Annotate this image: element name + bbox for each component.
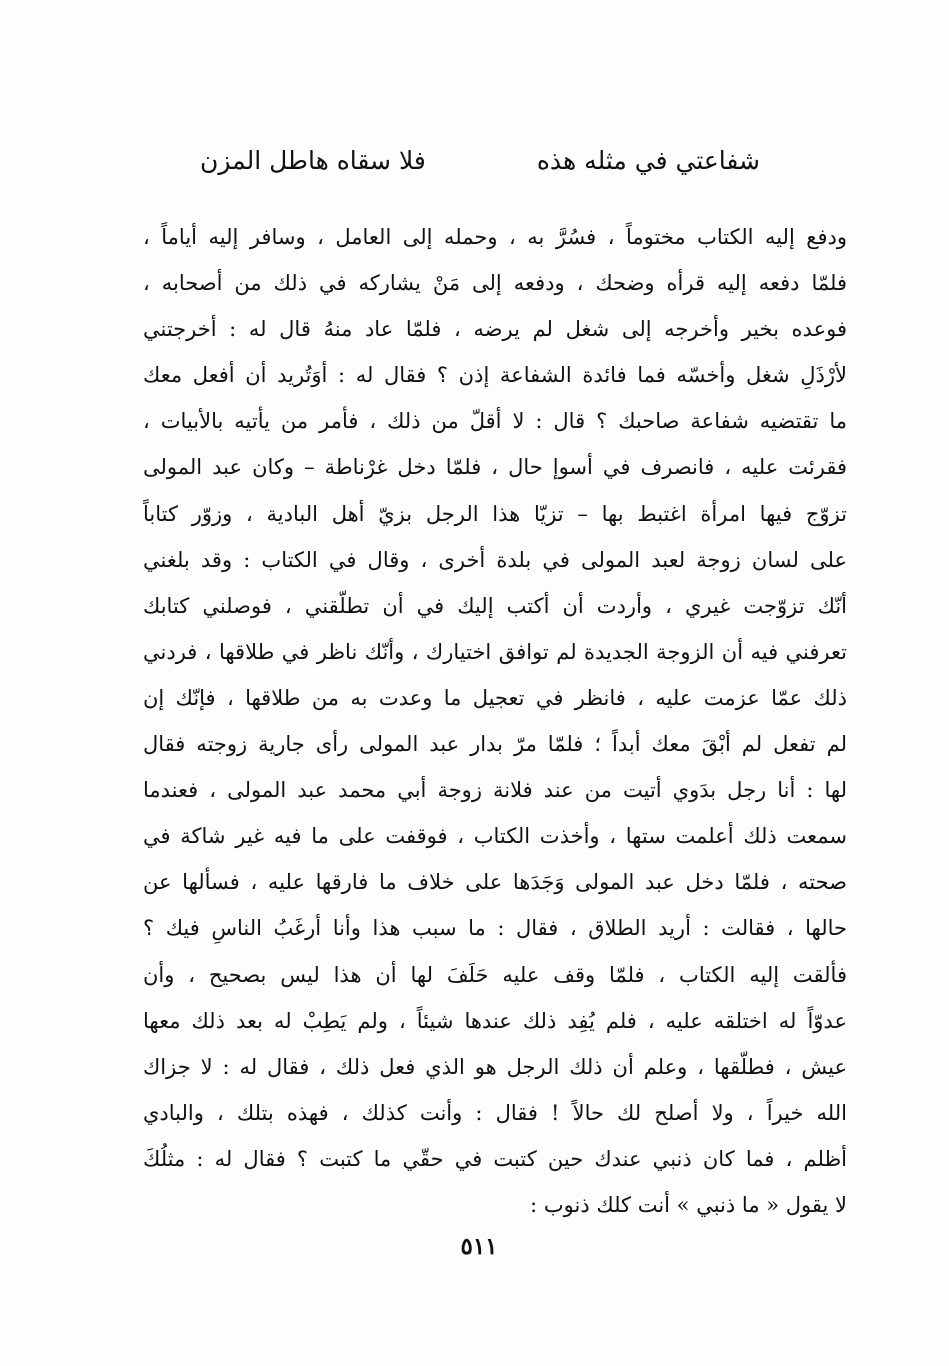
prose-line: ما تقتضيه شفاعة صاحبك ؟ قال : لا أقلّ من ذلك ، فأمر من يأتيه بالأبيات ،	[143, 409, 847, 434]
prose-line: تعرفني فيه أن الزوجة الجديدة لم توافق اختيارك ، وأنّك ناظر في طلاقها ، فردني	[143, 639, 847, 664]
verse-first-hemistich: شفاعتي في مثله هذه	[536, 145, 760, 175]
prose-line: لأرْذَلِ شغل وأخسّه فما فائدة الشفاعة إذن ؟ فقال له : أوَتُريد أن أفعل معك	[143, 363, 847, 388]
prose-line: فوعده بخير وأخرجه إلى شغل لم يرضه ، فلمّا عاد منهُ قال له : أخرجتني	[143, 317, 847, 342]
prose-line: تزوّج فيها امرأة اغتبط بها – تزيّا هذا الرجل بزيّ أهل البادية ، وزوّر كتاباً	[143, 501, 847, 526]
prose-paragraph	[143, 214, 847, 1228]
prose-line-last: لا يقول « ما ذنبي » أنت كلك ذنوب :	[530, 1192, 847, 1217]
prose-line: عيش ، فطلّقها ، وعلم أن ذلك الرجل هو الذي فعل ذلك ، فقال له : لا جزاك	[143, 1054, 847, 1079]
prose-line: صحته ، فلمّا دخل عبد المولى وَجَدَها على خلاف ما فارقها عليه ، فسألها عن	[143, 870, 847, 895]
prose-line: حالها ، فقالت : أريد الطلاق ، فقال : ما سبب هذا وأنا أرغَبُ الناسِ فيك ؟	[143, 916, 847, 941]
prose-line: على لسان زوجة لعبد المولى في بلدة أخرى ، وقال في الكتاب : وقد بلغني	[143, 547, 847, 572]
prose-line: الله خيراً ، ولا أصلح لك حالاً ! فقال : وأنت كذلك ، فهذه بتلك ، والبادي	[143, 1100, 847, 1125]
prose-line: فألقت إليه الكتاب ، فلمّا وقف عليه حَلَفَ لها أن هذا ليس بصحيح ، وأن	[143, 962, 847, 987]
prose-line: فلمّا دفعه إليه قرأه وضحك ، ودفعه إلى مَنْ يشاركه في ذلك من أصحابه ،	[143, 271, 847, 296]
prose-line: لها : أنا رجل بدَوي أتيت من عند فلانة زوجة أبي محمد عبد المولى ، فعندما	[143, 778, 847, 803]
verse-second-hemistich: فلا سقاه هاطل المزن	[200, 145, 426, 175]
prose-line: ذلك عمّا عزمت عليه ، فانظر في تعجيل ما وعدت به من طلاقها ، فإنّك إن	[143, 685, 847, 710]
prose-line: سمعت ذلك أعلمت ستها ، وأخذت الكتاب ، فوقفت على ما فيه غير شاكة في	[143, 824, 847, 849]
prose-line: ودفع إليه الكتاب مختوماً ، فسُرَّ به ، وحمله إلى العامل ، وسافر إليه أياماً ،	[143, 225, 847, 249]
page-number: ٥١١	[460, 1233, 498, 1260]
verse-line	[200, 138, 760, 182]
prose-line: عدوّاً له اختلقه عليه ، فلم يُفِد ذلك عندها شيئاً ، ولم يَطِبْ له بعد ذلك معها	[143, 1008, 847, 1033]
prose-line: أنّك تزوّجت غيري ، وأردت أن أكتب إليك في أن تطلّقني ، فوصلني كتابك	[143, 593, 847, 618]
prose-line: فقرئت عليه ، فانصرف في أسوإ حال ، فلمّا دخل غرْناطة – وكان عبد المولى	[143, 455, 847, 480]
prose-line: أظلم ، فما كان ذنبي عندك حين كتبت في حقّي ما كتبت ؟ فقال له : مثلُكَ	[143, 1146, 847, 1171]
prose-line: لم تفعل لم أبْقَ معك أبداً ؛ فلمّا مرّ بدار عبد المولى رأى جارية زوجته فقال	[143, 732, 847, 757]
